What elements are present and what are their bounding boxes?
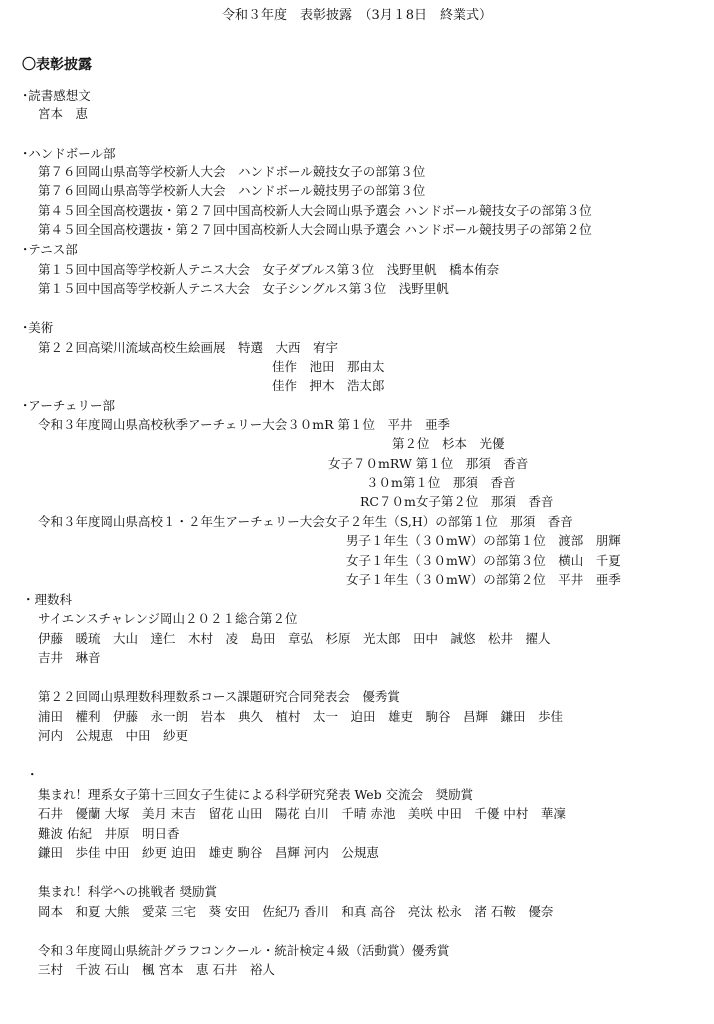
award-line: 岡本 和夏 大熊 愛菜 三宅 葵 安田 佐紀乃 香川 和真 高谷 亮汰 松永 渚 石鞍 優奈 <box>38 904 554 919</box>
award-line: 第１５回中国高等学校新人テニス大会 女子ダブルス第３位 浅野里帆 橋本侑奈 <box>38 262 500 277</box>
award-line: 第７６回岡山県高等学校新人大会 ハンドボール競技男子の部第３位 <box>38 183 426 198</box>
award-line: 集まれ！科学への挑戦者 奨励賞 <box>38 884 217 899</box>
award-line: 吉井 琳音 <box>38 650 101 665</box>
award-line: 第２位 杉本 光優 <box>392 436 505 451</box>
category-archery: ･アーチェリー部 <box>22 398 116 413</box>
document-title: 令和３年度 表彰披露 （3月１8日 終業式） <box>222 8 493 23</box>
section-heading: 〇表彰披露 <box>22 57 92 73</box>
award-line: RC７０m女子第２位 那須 香音 <box>360 494 554 509</box>
category-science: ・理数科 <box>22 592 73 607</box>
award-line: 男子１年生（３０mW）の部第１位 渡部 朋輝 <box>346 533 621 548</box>
award-line: 宮本 恵 <box>38 106 89 121</box>
category-misc: ・ <box>26 767 39 782</box>
award-line: 女子１年生（３０mW）の部第２位 平井 亜季 <box>346 572 621 587</box>
award-line: 第２２回岡山県理数科理数系コース課題研究合同発表会 優秀賞 <box>38 689 400 704</box>
award-line: 第４５回全国高校選抜・第２７回中国高校新人大会岡山県予選会 ハンドボール競技男子の部第２位 <box>38 222 592 237</box>
award-line: 令和３年度岡山県統計グラフコンクール・統計検定４級（活動賞）優秀賞 <box>38 943 450 958</box>
award-line: 第４５回全国高校選抜・第２７回中国高校新人大会岡山県予選会 ハンドボール競技女子の部第３位 <box>38 203 592 218</box>
award-line: 女子１年生（３０mW）の部第３位 横山 千夏 <box>346 553 621 568</box>
award-line: 石井 優蘭 大塚 美月 末吉 留花 山田 陽花 白川 千晴 赤池 美咲 中田 千優 中村 華凜 <box>38 806 566 821</box>
award-line: 難波 佑紀 井原 明日香 <box>38 826 180 841</box>
award-line: 第１５回中国高等学校新人テニス大会 女子シングルス第３位 浅野里帆 <box>38 281 449 296</box>
award-line: サイエンスチャレンジ岡山２０２１総合第２位 <box>38 611 298 626</box>
award-line: 佳作 池田 那由太 <box>272 359 385 374</box>
award-line: 第２２回高梁川流域高校生絵画展 特選 大西 宥宇 <box>38 340 339 355</box>
award-line: 三村 千波 石山 楓 宮本 恵 石井 裕人 <box>38 962 275 977</box>
award-line: 集まれ！理系女子第十三回女子生徒による科学研究発表 Web 交流会 奨励賞 <box>38 787 474 802</box>
award-line: 伊藤 暖琉 大山 達仁 木村 凌 島田 章弘 杉原 光太郎 田中 誠悠 松井 擢人 <box>38 631 551 646</box>
award-line: 鎌田 歩佳 中田 紗更 迫田 雄吏 駒谷 昌輝 河内 公規恵 <box>38 845 379 860</box>
award-line: 令和３年度岡山県高校１・２年生アーチェリー大会女子２年生（S,H）の部第１位 那須 香音 <box>38 514 573 529</box>
award-line: 佳作 押木 浩太郎 <box>272 378 385 393</box>
award-line: 第７６回岡山県高等学校新人大会 ハンドボール競技女子の部第３位 <box>38 164 426 179</box>
category-tennis: ･テニス部 <box>22 242 78 257</box>
award-line: ３０m第１位 那須 香音 <box>366 475 516 490</box>
award-line: 女子７０mRW 第１位 那須 香音 <box>328 456 529 471</box>
award-line: 浦田 權利 伊藤 永一朗 岩本 典久 植村 太一 迫田 雄吏 駒谷 昌輝 鎌田 歩佳 <box>38 709 564 724</box>
award-line: 河内 公規恵 中田 紗更 <box>38 728 189 743</box>
category-reading: ･読書感想文 <box>22 88 91 103</box>
award-line: 令和３年度岡山県高校秋季アーチェリー大会３０mR 第１位 平井 亜季 <box>38 417 450 432</box>
category-art: ･美術 <box>22 320 54 335</box>
category-handball: ･ハンドボール部 <box>22 146 116 161</box>
